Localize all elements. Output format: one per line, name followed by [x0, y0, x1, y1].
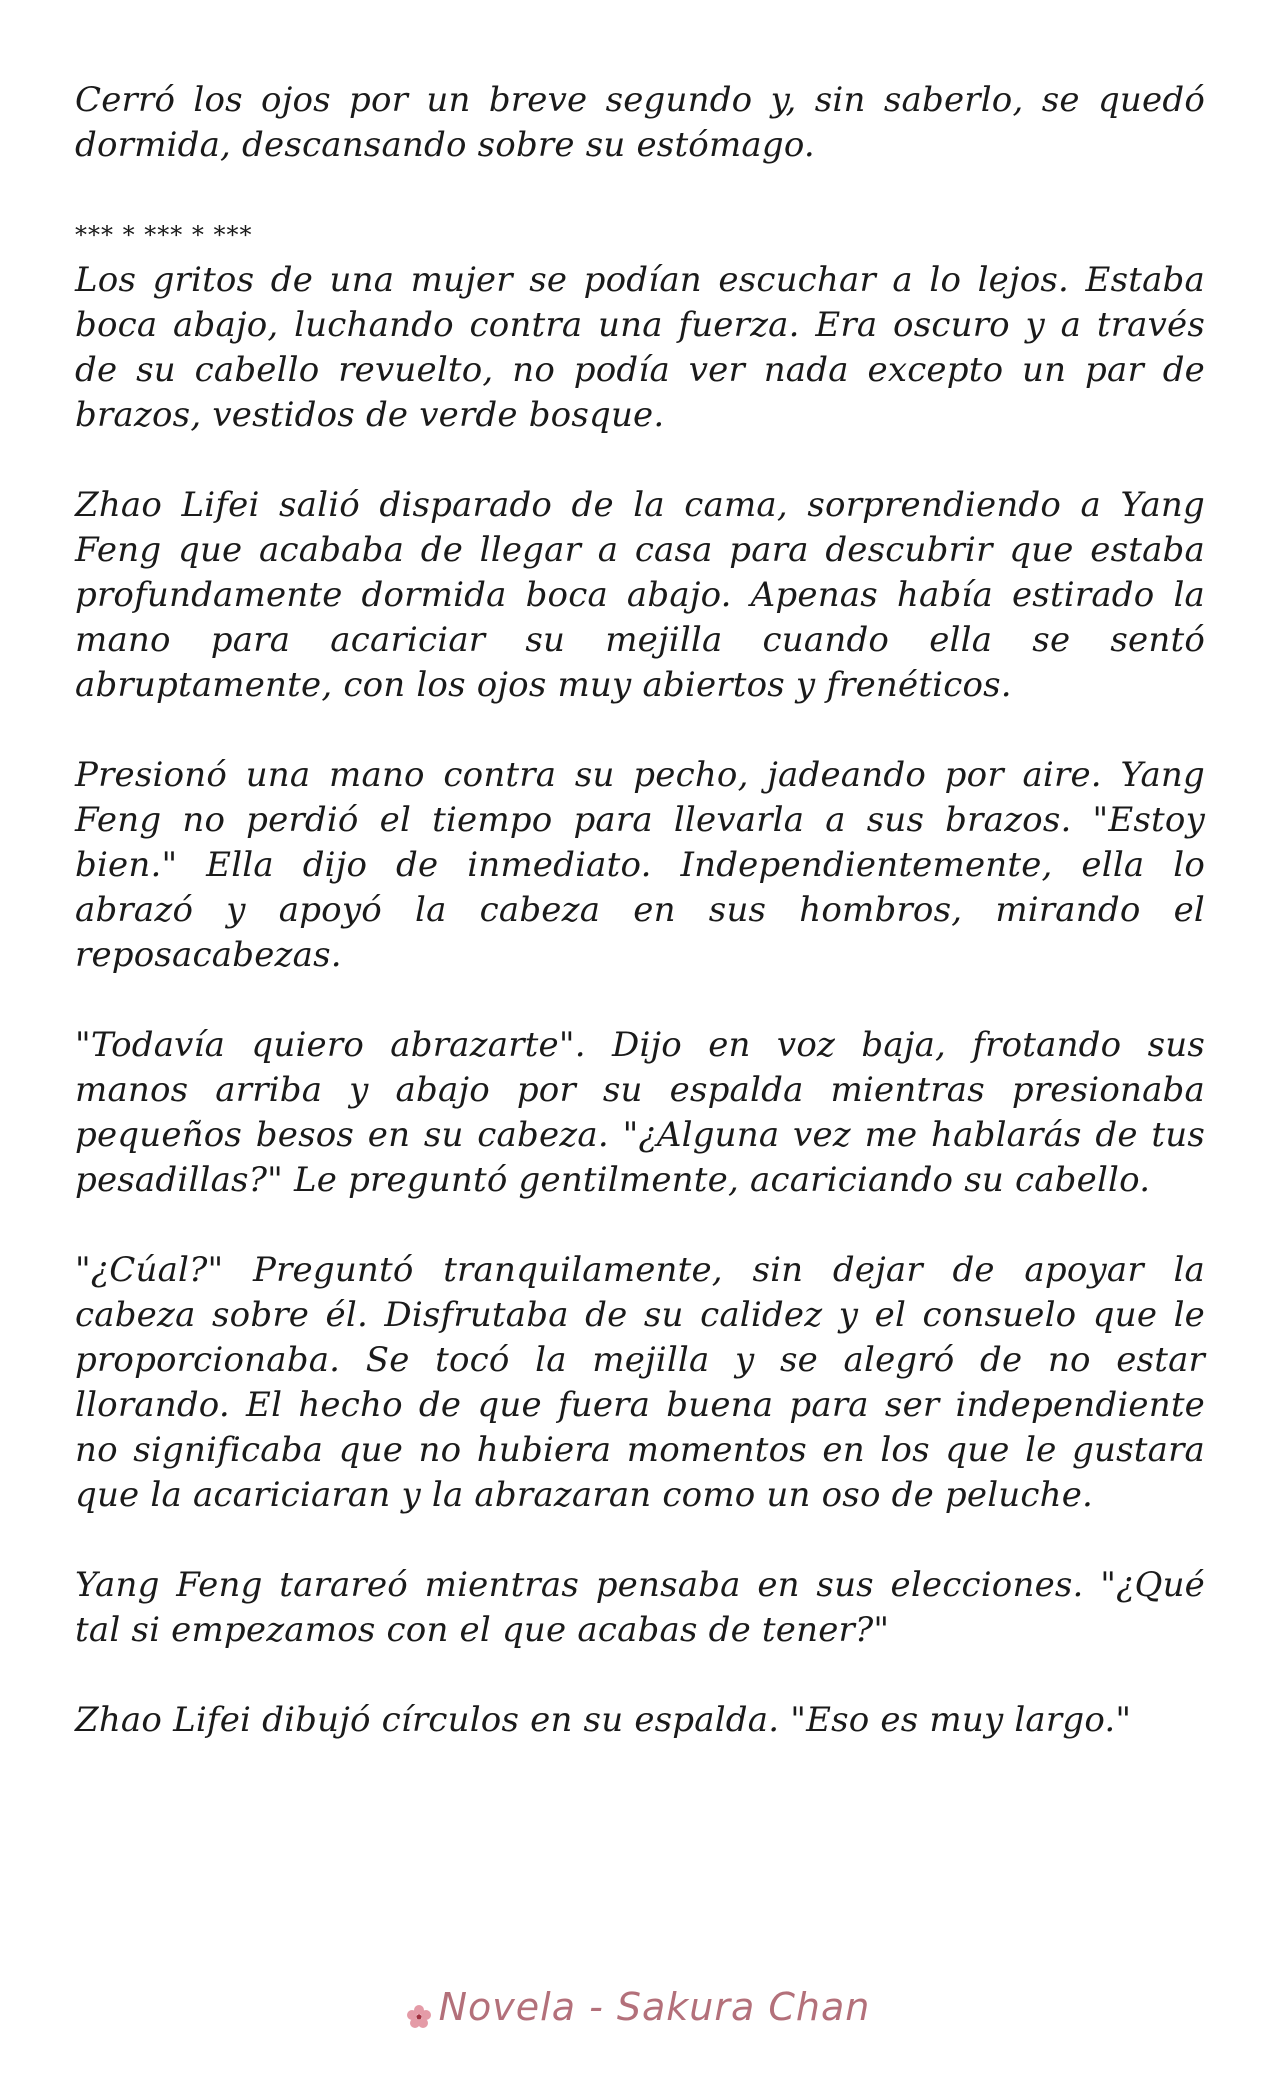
paragraph-5: "Todavía quiero abrazarte". Dijo en voz baja, frotando sus manos arriba y abajo por su espalda mientras presionaba pequeños besos en su cabeza. "¿Alguna vez me hablarás de tus pesadillas?" Le preguntó gentilmente, acariciando su cabello.: [75, 1025, 1205, 1200]
paragraph-1: Cerró los ojos por un breve segundo y, sin saberlo, se quedó dormida, descansando sobre su estómago.: [75, 80, 1205, 165]
watermark-footer: [0, 1985, 1275, 2029]
paragraph-6: "¿Cúal?" Preguntó tranquilamente, sin dejar de apoyar la cabeza sobre él. Disfrutaba de su calidez y el consuelo que le proporcionaba. Se tocó la mejilla y se alegró de no estar llorando. El hecho de que fuera buena para ser independiente no significaba que no hubiera momentos en los que le gustara que la acariciaran y la abrazaran como un oso de peluche.: [75, 1250, 1205, 1515]
document-body: [75, 78, 1205, 1743]
sakura-flower-icon: [405, 1996, 433, 2024]
paragraph-4: Presionó una mano contra su pecho, jadeando por aire. Yang Feng no perdió el tiempo para llevarla a sus brazos. "Estoy bien." Ella dijo de inmediato. Independientemente, ella lo abrazó y apoyó la cabeza en sus hombros, mirando el reposacabezas.: [75, 755, 1205, 975]
paragraph-8: Zhao Lifei dibujó círculos en su espalda. "Eso es muy largo.": [75, 1700, 1132, 1740]
paragraph-2: Los gritos de una mujer se podían escuchar a lo lejos. Estaba boca abajo, luchando contra una fuerza. Era oscuro y a través de su cabello revuelto, no podía ver nada excepto un par de brazos, vestidos de verde bosque.: [75, 260, 1205, 435]
watermark-text: Novela - Sakura Chan: [438, 1985, 871, 2029]
scene-separator: *** * *** * ***: [75, 221, 253, 249]
paragraph-7: Yang Feng tarareó mientras pensaba en sus elecciones. "¿Qué tal si empezamos con el que acabas de tener?": [75, 1565, 1205, 1650]
paragraph-3: Zhao Lifei salió disparado de la cama, sorprendiendo a Yang Feng que acababa de llegar a casa para descubrir que estaba profundamente dormida boca abajo. Apenas había estirado la mano para acariciar su mejilla cuando ella se sentó abruptamente, con los ojos muy abiertos y frenéticos.: [75, 485, 1205, 705]
